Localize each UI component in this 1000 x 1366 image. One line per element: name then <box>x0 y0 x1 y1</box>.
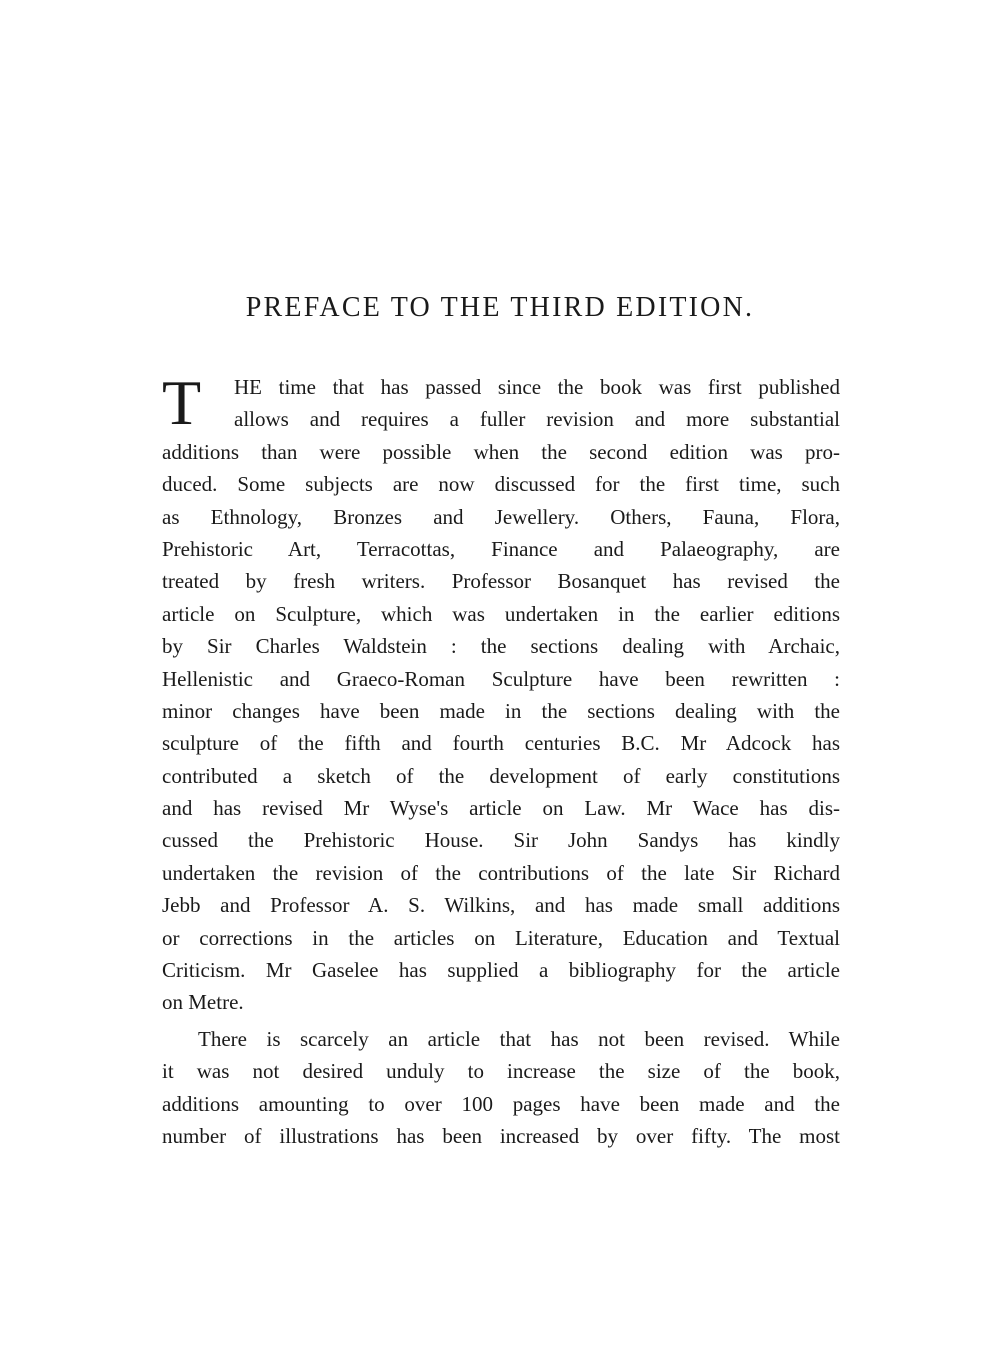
text-line: Prehistoric Art, Terracottas, Finance and Palaeography, are <box>162 536 840 561</box>
preface-body <box>162 367 840 1152</box>
text-line: additions amounting to over 100 pages have been made and the <box>162 1091 840 1116</box>
text-line: number of illustrations has been increased by over fifty. The most <box>162 1123 840 1148</box>
text-line: Jebb and Professor A. S. Wilkins, and has made small additions <box>162 893 840 918</box>
text-line: treated by fresh writers. Professor Bosanquet has revised the <box>162 569 840 594</box>
text-line: cussed the Prehistoric House. Sir John Sandys has kindly <box>162 828 840 853</box>
text-line: There is scarcely an article that has not been revised. While <box>198 1026 840 1051</box>
paragraph-2 <box>162 1023 840 1153</box>
text-line: or corrections in the articles on Literature, Education and Textual <box>162 925 840 950</box>
page-title: PREFACE TO THE THIRD EDITION. <box>245 292 755 323</box>
text-line: it was not desired unduly to increase the size of the book, <box>162 1059 840 1084</box>
text-line: Hellenistic and Graeco-Roman Sculpture have been rewritten : <box>162 666 840 691</box>
text-line: by Sir Charles Waldstein : the sections dealing with Archaic, <box>162 634 840 659</box>
text-line: and has revised Mr Wyse's article on Law. Mr Wace has dis- <box>162 796 840 821</box>
text-line: contributed a sketch of the development of early constitutions <box>162 763 840 788</box>
text-line: Criticism. Mr Gaselee has supplied a bibliography for the article <box>162 958 840 983</box>
text-line: additions than were possible when the second edition was pro- <box>162 439 840 464</box>
text-line: sculpture of the fifth and fourth centuries B.C. Mr Adcock has <box>162 731 840 756</box>
text-line: duced. Some subjects are now discussed for the first time, such <box>162 472 840 497</box>
drop-cap: T <box>162 367 202 438</box>
text-line: article on Sculpture, which was undertaken in the earlier editions <box>162 601 840 626</box>
text-line: minor changes have been made in the sections dealing with the <box>162 698 840 723</box>
text-line: undertaken the revision of the contributions of the late Sir Richard <box>162 860 840 885</box>
text-line: as Ethnology, Bronzes and Jewellery. Others, Fauna, Flora, <box>162 504 840 529</box>
text-line: allows and requires a fuller revision and more substantial <box>234 407 840 432</box>
paragraph-1 <box>162 367 840 1019</box>
text-line: HE time that has passed since the book was first published <box>234 375 840 399</box>
text-line: on Metre. <box>162 990 244 1015</box>
